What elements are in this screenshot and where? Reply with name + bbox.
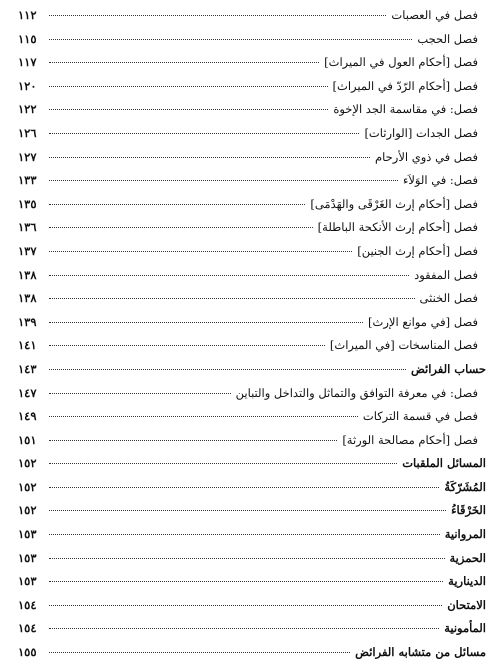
toc-entry-title: المأمونية (444, 621, 486, 636)
toc-entry-page-number: ١٢٠ (18, 78, 37, 93)
toc-entry-page-number: ١٥٥ (18, 645, 37, 660)
toc-entry (18, 476, 486, 500)
toc-entry-page-number: ١١٧ (18, 55, 37, 70)
toc-entry-title: فصل [أحكام العول في الميراث] (324, 55, 478, 70)
dot-leader (49, 534, 440, 535)
dot-leader (49, 510, 446, 511)
toc-entry (18, 264, 486, 288)
toc-entry (18, 28, 486, 52)
dot-leader (49, 369, 406, 370)
table-of-contents (18, 4, 486, 665)
toc-entry-page-number: ١٣٩ (18, 314, 37, 329)
toc-entry-page-number: ١٥٢ (18, 479, 37, 494)
toc-entry (18, 641, 486, 665)
toc-entry-page-number: ١٣٥ (18, 196, 37, 211)
toc-entry-title: المُشَرّكَةُ (444, 479, 486, 494)
toc-entry-page-number: ١٢٢ (18, 102, 37, 117)
toc-entry-title: فصل [أحكام إرث الأنكحة الباطلة] (317, 220, 478, 235)
toc-entry (18, 98, 486, 122)
toc-entry-title: المروانية (444, 527, 486, 542)
dot-leader (49, 628, 439, 629)
dot-leader (49, 487, 439, 488)
toc-entry (18, 216, 486, 240)
toc-entry-page-number: ١٢٧ (18, 149, 37, 164)
dot-leader (49, 416, 358, 417)
toc-entry-page-number: ١٥٣ (18, 550, 37, 565)
toc-entry-page-number: ١٥٤ (18, 621, 37, 636)
toc-entry (18, 452, 486, 476)
toc-entry-title: الامتحان (447, 597, 486, 612)
toc-entry-title: فصل [أحكام مصالحة الورثة] (342, 432, 478, 447)
dot-leader (49, 15, 386, 16)
toc-entry-page-number: ١٥٢ (18, 503, 37, 518)
dot-leader (49, 463, 397, 464)
toc-entry (18, 405, 486, 429)
toc-entry-title: فصل [في موانع الإرث] (368, 314, 478, 329)
toc-entry-page-number: ١١٢ (18, 8, 37, 22)
dot-leader (49, 180, 398, 181)
dot-leader (49, 86, 328, 87)
toc-entry-page-number: ١٥١ (18, 432, 37, 447)
toc-entry (18, 146, 486, 170)
dot-leader (49, 605, 442, 606)
toc-entry (18, 287, 486, 311)
dot-leader (49, 298, 415, 299)
toc-entry-page-number: ١٥٢ (18, 456, 37, 471)
dot-leader (49, 133, 359, 134)
toc-entry-title: الدينارية (448, 574, 486, 589)
toc-entry (18, 334, 486, 358)
toc-entry (18, 75, 486, 99)
toc-entry (18, 547, 486, 571)
toc-entry-title: حساب الفرائض (410, 361, 486, 376)
toc-entry (18, 51, 486, 75)
toc-entry (18, 594, 486, 618)
toc-entry (18, 523, 486, 547)
dot-leader (49, 322, 363, 323)
dot-leader (49, 581, 443, 582)
toc-entry (18, 240, 486, 264)
dot-leader (49, 251, 352, 252)
toc-entry (18, 311, 486, 335)
toc-entry (18, 4, 486, 28)
dot-leader (49, 227, 313, 228)
dot-leader (49, 440, 337, 441)
toc-entry-page-number: ١١٥ (18, 31, 37, 46)
dot-leader (49, 109, 328, 110)
toc-entry-title: فصل المفقود (414, 267, 478, 282)
toc-entry (18, 358, 486, 382)
toc-entry-title: الحمزية (449, 550, 486, 565)
toc-entry-title: مسائل من متشابه الفرائض (355, 645, 486, 660)
toc-entry-title: فصل الحجب (417, 31, 478, 46)
toc-entry-page-number: ١٤١ (18, 338, 37, 353)
toc-entry-title: فصل: في الوَلاَء (402, 173, 478, 188)
toc-entry-page-number: ١٥٣ (18, 527, 37, 542)
dot-leader (49, 393, 231, 394)
toc-entry-title: المسائل الملقبات (402, 456, 486, 471)
toc-entry-title: الخَرْقَاءُ (451, 503, 486, 518)
toc-entry (18, 429, 486, 453)
toc-entry (18, 169, 486, 193)
toc-entry-title: فصل [أحكام إرث الغَرْقَى والهَدْمَى] (310, 196, 478, 211)
dot-leader (49, 39, 412, 40)
toc-entry-title: فصل [أحكام الرّدّ في الميراث] (332, 78, 478, 93)
dot-leader (49, 204, 305, 205)
toc-entry-title: فصل الجدات [الوارثات] (364, 125, 478, 140)
dot-leader (49, 275, 409, 276)
toc-entry-page-number: ١٣٦ (18, 220, 37, 235)
toc-entry-page-number: ١٥٣ (18, 574, 37, 589)
toc-entry-title: فصل: في مقاسمة الجد الإخوة (333, 102, 478, 117)
toc-entry-page-number: ١٣٧ (18, 243, 37, 258)
toc-entry-page-number: ١٣٨ (18, 267, 37, 282)
toc-entry-page-number: ١٤٣ (18, 361, 37, 376)
dot-leader (49, 345, 325, 346)
toc-entry-title: فصل في قسمة التركات (362, 409, 478, 424)
toc-entry-page-number: ١٢٦ (18, 125, 37, 140)
toc-entry-title: فصل في العصبات (391, 8, 478, 22)
dot-leader (49, 62, 319, 63)
dot-leader (49, 157, 370, 158)
toc-entry-title: فصل الخنثى (419, 291, 478, 306)
toc-entry-page-number: ١٤٩ (18, 409, 37, 424)
toc-entry (18, 499, 486, 523)
toc-entry-title: فصل: في معرفة التوافق والتماثل والتداخل والتباين (235, 385, 478, 400)
toc-entry-title: فصل في ذوي الأرحام (375, 149, 478, 164)
toc-entry (18, 570, 486, 594)
toc-entry-page-number: ١٣٣ (18, 173, 37, 188)
toc-entry-page-number: ١٥٤ (18, 597, 37, 612)
toc-entry (18, 193, 486, 217)
toc-entry (18, 382, 486, 406)
dot-leader (49, 652, 350, 653)
toc-entry-page-number: ١٤٧ (18, 385, 37, 400)
toc-entry (18, 617, 486, 641)
dot-leader (49, 558, 445, 559)
toc-entry-page-number: ١٣٨ (18, 291, 37, 306)
toc-entry-title: فصل [أحكام إرث الجنين] (357, 243, 478, 258)
toc-entry-title: فصل المناسخات [في الميراث] (329, 338, 478, 353)
toc-entry (18, 122, 486, 146)
